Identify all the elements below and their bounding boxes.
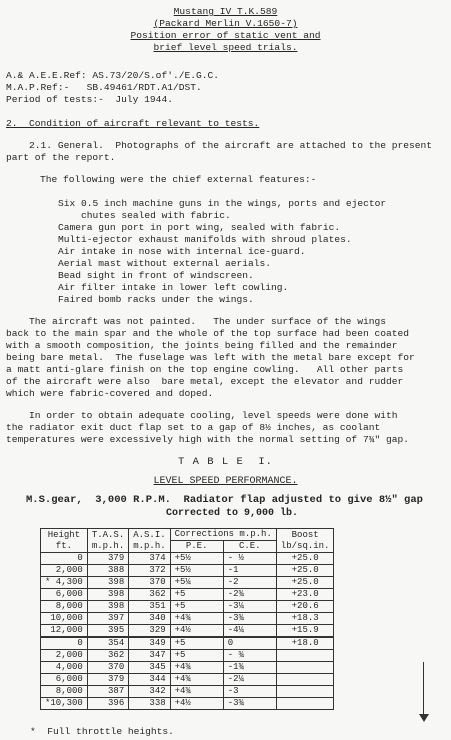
features-intro: The following were the chief external features:-	[40, 174, 317, 185]
cell-boost: +25.0	[276, 553, 334, 565]
cell-tas: 379	[87, 674, 128, 686]
level-speed-table	[40, 528, 334, 710]
feature-item: Aerial mast without external aerials.	[58, 258, 272, 269]
cell-boost: +23.0	[276, 589, 334, 601]
cell-boost	[276, 686, 334, 698]
cell-height: 0	[41, 553, 88, 565]
cell-asi: 370	[129, 577, 170, 589]
cell-boost	[276, 674, 334, 686]
cell-asi: 342	[129, 686, 170, 698]
cell-height: 2,000	[41, 650, 88, 662]
feature-item: Six 0.5 inch machine guns in the wings, ports and ejector	[58, 198, 387, 209]
cooling-para-line: In order to obtain adequate cooling, level speeds were done with	[6, 410, 398, 421]
feature-item: Air intake in nose with internal ice-guard.	[58, 246, 306, 257]
table-row	[41, 553, 334, 565]
cell-pe: +4½	[170, 625, 223, 638]
cell-asi: 338	[129, 698, 170, 710]
cell-tas: 398	[87, 589, 128, 601]
cell-tas: 395	[87, 625, 128, 638]
cell-ce: -2¾	[223, 589, 276, 601]
cell-pe: +4¾	[170, 686, 223, 698]
paint-para-line: with a smooth composition, the joints being filled and the remainder	[6, 340, 398, 351]
feature-item: Multi-ejector exhaust manifolds with shroud plates.	[58, 234, 352, 245]
cell-asi: 347	[129, 650, 170, 662]
cell-height: 6,000	[41, 589, 88, 601]
cell-asi: 340	[129, 613, 170, 625]
cell-boost	[276, 650, 334, 662]
paint-para-line: The aircraft was not painted. The under surface of the wings	[6, 316, 386, 327]
test-conditions: M.S.gear, 3,000 R.P.M. Radiator flap adjusted to give 8½" gap	[26, 494, 423, 506]
cell-pe: +4¾	[170, 674, 223, 686]
table-row	[41, 662, 334, 674]
cell-asi: 345	[129, 662, 170, 674]
general-para-line: part of the report.	[6, 152, 116, 163]
cell-pe: +5	[170, 589, 223, 601]
cell-ce: -3	[223, 686, 276, 698]
cell-boost	[276, 662, 334, 674]
cell-asi: 344	[129, 674, 170, 686]
cell-asi: 372	[129, 565, 170, 577]
table-row	[41, 565, 334, 577]
table-row	[41, 601, 334, 613]
column-header-tas: T.A.S. m.p.h.	[87, 529, 128, 553]
cell-ce: -2¼	[223, 674, 276, 686]
paint-para-line: of the aircraft were also bare metal, except the elevator and rudder	[6, 376, 404, 387]
cell-height: 12,000	[41, 625, 88, 638]
cell-height: *10,300	[41, 698, 88, 710]
cell-height: 10,000	[41, 613, 88, 625]
cell-height: 2,000	[41, 565, 88, 577]
cell-boost: +20.6	[276, 601, 334, 613]
table-group-reduced-boost	[41, 637, 334, 710]
cell-height: * 4,300	[41, 577, 88, 589]
title-line-3: Position error of static vent and	[130, 30, 321, 41]
cooling-para-line: temperatures were excessively high with the normal setting of 7¾" gap.	[6, 434, 410, 445]
cell-ce: - ¾	[223, 650, 276, 662]
cell-boost: +18.3	[276, 613, 334, 625]
table-row	[41, 650, 334, 662]
cell-height: 0	[41, 637, 88, 650]
feature-item: chutes sealed with fabric.	[58, 210, 231, 221]
table-row	[41, 637, 334, 650]
cell-tas: 388	[87, 565, 128, 577]
boost-constant-arrowhead	[419, 714, 429, 722]
cell-boost: +25.0	[276, 565, 334, 577]
cell-pe: +4½	[170, 698, 223, 710]
cell-boost	[276, 698, 334, 710]
cell-ce: -4¼	[223, 625, 276, 638]
cell-height: 8,000	[41, 601, 88, 613]
cell-height: 6,000	[41, 674, 88, 686]
cell-asi: 362	[129, 589, 170, 601]
cell-asi: 351	[129, 601, 170, 613]
cell-ce: -1	[223, 565, 276, 577]
cell-pe: +5¼	[170, 577, 223, 589]
title-line-2: (Packard Merlin V.1650-7)	[153, 18, 298, 29]
cell-asi: 329	[129, 625, 170, 638]
table-row	[41, 625, 334, 638]
table-title: T A B L E I.	[178, 456, 273, 468]
feature-item: Faired bomb racks under the wings.	[58, 294, 254, 305]
cell-boost: +15.9	[276, 625, 334, 638]
cell-height: 4,000	[41, 662, 88, 674]
cell-tas: 370	[87, 662, 128, 674]
cell-pe: +5	[170, 637, 223, 650]
table-row	[41, 577, 334, 589]
feature-item: Camera gun port in port wing, sealed with fabric.	[58, 222, 341, 233]
general-para-line: 2.1. General. Photographs of the aircraft are attached to the present	[6, 140, 433, 151]
cell-ce: -3¾	[223, 698, 276, 710]
table-row	[41, 674, 334, 686]
paint-para-line: which were fabric-covered and doped.	[6, 388, 214, 399]
cell-boost: +18.0	[276, 637, 334, 650]
paint-para-line: a matt anti-glare finish on the top engine cowling. All other parts	[6, 364, 404, 375]
cell-ce: 0	[223, 637, 276, 650]
cell-tas: 398	[87, 577, 128, 589]
column-header-corrections: Corrections m.p.h. P.E. C.E.	[170, 529, 276, 553]
cell-asi: 374	[129, 553, 170, 565]
footnote: * Full throttle heights.	[30, 726, 174, 737]
cell-asi: 349	[129, 637, 170, 650]
period-of-tests: Period of tests:- July 1944.	[6, 94, 173, 105]
cell-ce: -2	[223, 577, 276, 589]
cell-pe: +5	[170, 601, 223, 613]
map-reference: M.A.P.Ref:- SB.49461/RDT.A1/DST.	[6, 82, 202, 93]
aaee-reference: A.& A.E.E.Ref: AS.73/20/S.of'./E.G.C.	[6, 70, 220, 81]
column-header-height: Height ft.	[41, 529, 88, 553]
cooling-para-line: the radiator exit duct flap set to a gap of 8½ inches, as coolant	[6, 422, 381, 433]
feature-item: Air filter intake in lower left cowling.	[58, 282, 289, 293]
cell-boost: +25.0	[276, 577, 334, 589]
cell-pe: +5½	[170, 565, 223, 577]
paint-para-line: being bare metal. The fuselage was left with the metal bare except for	[6, 352, 415, 363]
feature-item: Bead sight in front of windscreen.	[58, 270, 254, 281]
cell-ce: - ½	[223, 553, 276, 565]
table-row	[41, 686, 334, 698]
cell-pe: +5	[170, 650, 223, 662]
weight-correction: Corrected to 9,000 lb.	[166, 508, 299, 519]
table-group-full-boost	[41, 553, 334, 638]
title-line-1: Mustang IV T.K.589	[173, 6, 278, 17]
cell-tas: 379	[87, 553, 128, 565]
table-row	[41, 613, 334, 625]
table-row	[41, 589, 334, 601]
table-row	[41, 698, 334, 710]
column-header-boost: Boost lb/sq.in.	[276, 529, 334, 553]
cell-pe: +4¾	[170, 662, 223, 674]
cell-ce: -3¼	[223, 601, 276, 613]
paint-para-line: back to the main spar and the whole of the top surface had been coated	[6, 328, 410, 339]
cell-pe: +4¾	[170, 613, 223, 625]
cell-height: 8,000	[41, 686, 88, 698]
cell-tas: 398	[87, 601, 128, 613]
cell-tas: 387	[87, 686, 128, 698]
column-header-asi: A.S.I. m.p.h.	[129, 529, 170, 553]
cell-tas: 354	[87, 637, 128, 650]
cell-tas: 397	[87, 613, 128, 625]
cell-tas: 396	[87, 698, 128, 710]
table-subtitle: LEVEL SPEED PERFORMANCE.	[153, 476, 298, 487]
section-2-heading: 2. Condition of aircraft relevant to tests.	[6, 118, 260, 129]
cell-tas: 362	[87, 650, 128, 662]
cell-ce: -1¾	[223, 662, 276, 674]
title-line-4: brief level speed trials.	[153, 42, 298, 53]
cell-ce: -3¾	[223, 613, 276, 625]
cell-pe: +5½	[170, 553, 223, 565]
boost-constant-arrow	[423, 662, 424, 718]
